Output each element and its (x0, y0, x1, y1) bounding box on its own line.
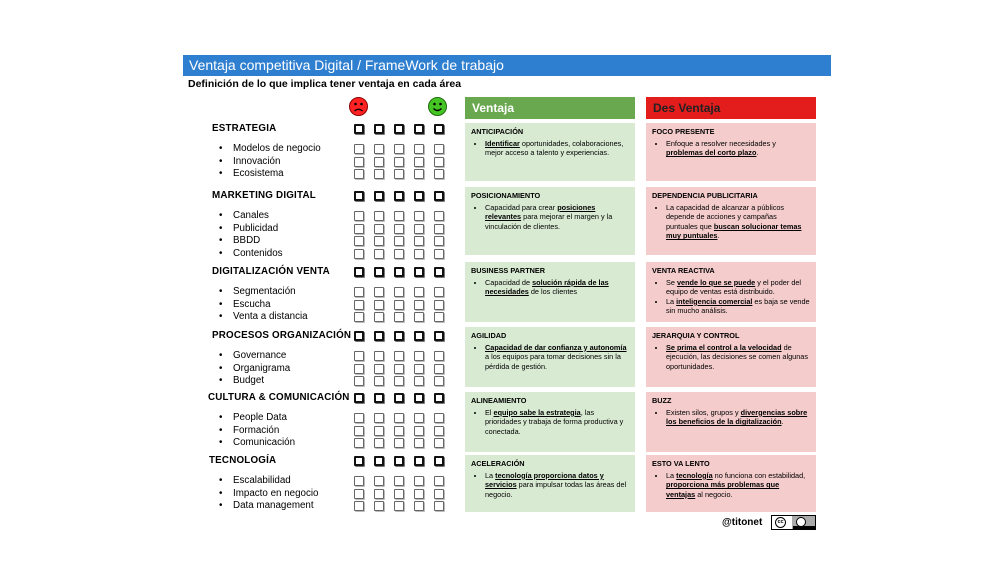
category-checkbox[interactable] (414, 331, 424, 341)
item-checkbox[interactable] (354, 249, 364, 259)
category-item-label: Budget (233, 375, 265, 387)
item-checkbox[interactable] (394, 157, 404, 167)
category-checkbox[interactable] (374, 456, 384, 466)
category-title: TECNOLOGÍA (209, 455, 277, 466)
ventaja-box (465, 455, 635, 512)
item-checkbox[interactable] (394, 501, 404, 511)
box-title: VENTA REACTIVA (652, 266, 715, 275)
item-checkbox[interactable] (374, 224, 384, 234)
category-checkbox[interactable] (354, 456, 364, 466)
category-checkbox[interactable] (394, 124, 404, 134)
highlight-text: vende lo que se puede (676, 277, 756, 287)
item-checkbox[interactable] (414, 438, 424, 448)
category-checkbox[interactable] (374, 393, 384, 403)
category-item-label: Ecosistema (233, 168, 284, 180)
item-checkbox[interactable] (354, 144, 364, 154)
box-title: FOCO PRESENTE (652, 127, 715, 136)
desventaja-box (646, 327, 816, 387)
happy-face-icon (428, 97, 447, 116)
category-item-label: Contenidos (233, 247, 283, 259)
category-item-label: Canales (233, 210, 269, 221)
item-checkbox[interactable] (434, 413, 444, 423)
item-checkbox[interactable] (414, 489, 424, 499)
item-checkbox[interactable] (394, 211, 404, 221)
highlight-text: solución rápida de las necesidades (485, 277, 609, 297)
box-bullet: • El equipo sabe la estrategia, las prioridades y trabaja de forma productiva y conectada. (485, 408, 629, 437)
box-bullet: • Capacidad de dar confianza y autonomía a los equipos para tomar decisiones sin la pérdida de gestión. (485, 343, 629, 372)
bullet: • (219, 424, 223, 436)
ventaja-box (465, 123, 635, 181)
box-title: ALINEAMIENTO (471, 396, 527, 405)
bullet: • (219, 247, 223, 259)
author-credit: @titonet (722, 517, 763, 528)
category-checkbox[interactable] (434, 191, 444, 201)
category-checkbox[interactable] (434, 331, 444, 341)
item-checkbox[interactable] (354, 413, 364, 423)
category-item-label: Modelos de negocio (233, 143, 321, 154)
page-subtitle: Definición de lo que implica tener ventaja en cada área (188, 78, 462, 90)
box-bullet: • Se prima el control a la velocidad de ejecución, las decisiones se comen algunas oportunidades. (666, 343, 810, 372)
category-checkbox[interactable] (414, 393, 424, 403)
category-item-label: Segmentación (233, 286, 296, 297)
item-checkbox[interactable] (394, 489, 404, 499)
item-checkbox[interactable] (354, 300, 364, 310)
category-item-label: Comunicación (233, 437, 296, 449)
item-checkbox[interactable] (414, 287, 424, 297)
item-checkbox[interactable] (374, 300, 384, 310)
desventaja-box (646, 123, 816, 181)
item-checkbox[interactable] (414, 144, 424, 154)
category-item-label: Governance (233, 350, 287, 361)
bullet: • (219, 350, 223, 361)
highlight-text: buscan solucionar temas muy puntuales (666, 221, 802, 241)
highlight-text: tecnología (676, 470, 713, 480)
item-checkbox[interactable] (374, 426, 384, 436)
category-checkbox[interactable] (354, 393, 364, 403)
item-checkbox[interactable] (394, 236, 404, 246)
box-bullet: • Identificar oportunidades, colaboraciones, mejor acceso a talento y experiencias. (485, 139, 629, 158)
category-item-label: Escucha (233, 298, 271, 310)
category-item-label: Innovación (233, 155, 281, 167)
box-bullets (652, 139, 810, 158)
bullet: • (219, 298, 223, 310)
box-bullets (652, 278, 810, 316)
item-checkbox[interactable] (394, 312, 404, 322)
item-checkbox[interactable] (354, 236, 364, 246)
item-checkbox[interactable] (354, 224, 364, 234)
item-checkbox[interactable] (394, 438, 404, 448)
ventaja-header: Ventaja (465, 97, 635, 119)
item-checkbox[interactable] (414, 169, 424, 179)
item-checkbox[interactable] (374, 501, 384, 511)
item-checkbox[interactable] (374, 489, 384, 499)
ventaja-box (465, 187, 635, 255)
box-title: BUZZ (652, 396, 672, 405)
category-checkbox[interactable] (354, 124, 364, 134)
item-checkbox[interactable] (414, 426, 424, 436)
bullet: • (219, 437, 223, 449)
box-bullet: • Capacidad para crear posiciones relevantes para mejorar el margen y la vinculación de clientes. (485, 203, 629, 232)
highlight-text: divergencias sobre los beneficios de la digitalización (666, 407, 808, 427)
category-item-label: Venta a distancia (233, 311, 308, 323)
box-bullets (652, 343, 810, 372)
category-item-label: BBDD (233, 235, 261, 247)
item-checkbox[interactable] (394, 300, 404, 310)
category-checkbox[interactable] (354, 267, 364, 277)
item-checkbox[interactable] (394, 476, 404, 486)
category-checkbox[interactable] (354, 191, 364, 201)
item-checkbox[interactable] (434, 211, 444, 221)
highlight-text: Capacidad de dar confianza y autonomía (485, 342, 627, 352)
item-checkbox[interactable] (354, 169, 364, 179)
item-checkbox[interactable] (374, 157, 384, 167)
item-checkbox[interactable] (434, 438, 444, 448)
category-checkbox[interactable] (374, 191, 384, 201)
item-checkbox[interactable] (434, 300, 444, 310)
bullet: • (219, 412, 223, 423)
item-checkbox[interactable] (434, 489, 444, 499)
item-checkbox[interactable] (434, 476, 444, 486)
box-bullets (471, 408, 629, 437)
item-checkbox[interactable] (354, 501, 364, 511)
item-checkbox[interactable] (394, 144, 404, 154)
sad-face-icon (349, 97, 368, 116)
item-checkbox[interactable] (354, 351, 364, 361)
category-item-label: Publicidad (233, 222, 279, 234)
item-checkbox[interactable] (374, 287, 384, 297)
box-bullet: • Capacidad de solución rápida de las necesidades de los clientes (485, 278, 629, 297)
category-title: PROCESOS ORGANIZACIÓN (212, 330, 352, 341)
highlight-text: inteligencia comercial (676, 296, 753, 306)
category-checkbox[interactable] (354, 331, 364, 341)
bullet: • (219, 311, 223, 323)
category-item-label: Escalabilidad (233, 475, 291, 486)
item-checkbox[interactable] (354, 211, 364, 221)
box-bullet: • Enfoque a resolver necesidades y problemas del corto plazo. (666, 139, 810, 158)
ventaja-box (465, 327, 635, 387)
highlight-text: problemas del corto plazo (666, 148, 757, 158)
category-checkbox[interactable] (394, 191, 404, 201)
item-checkbox[interactable] (374, 312, 384, 322)
box-bullet: • La tecnología proporciona datos y servicios para impulsar todas las áreas del negocio. (485, 471, 629, 500)
box-title: DEPENDENCIA PUBLICITARIA (652, 191, 758, 200)
box-bullets (471, 139, 629, 158)
highlight-text: posiciones relevantes (485, 202, 596, 222)
item-checkbox[interactable] (354, 157, 364, 167)
item-checkbox[interactable] (414, 351, 424, 361)
box-bullets (471, 278, 629, 297)
item-checkbox[interactable] (374, 476, 384, 486)
box-bullets (471, 343, 629, 372)
item-checkbox[interactable] (354, 476, 364, 486)
item-checkbox[interactable] (374, 364, 384, 374)
item-checkbox[interactable] (374, 144, 384, 154)
item-checkbox[interactable] (374, 413, 384, 423)
item-checkbox[interactable] (374, 351, 384, 361)
item-checkbox[interactable] (394, 376, 404, 386)
item-checkbox[interactable] (414, 236, 424, 246)
category-checkbox[interactable] (394, 267, 404, 277)
item-checkbox[interactable] (354, 489, 364, 499)
item-checkbox[interactable] (374, 211, 384, 221)
category-checkbox[interactable] (394, 393, 404, 403)
category-checkbox[interactable] (434, 456, 444, 466)
item-checkbox[interactable] (414, 364, 424, 374)
item-checkbox[interactable] (414, 312, 424, 322)
category-checkbox[interactable] (414, 267, 424, 277)
box-title: BUSINESS PARTNER (471, 266, 546, 275)
box-bullets (471, 471, 629, 500)
item-checkbox[interactable] (434, 364, 444, 374)
ventaja-box (465, 262, 635, 322)
desventaja-header: Des Ventaja (646, 97, 816, 119)
category-checkbox[interactable] (434, 267, 444, 277)
highlight-text: proporciona más problemas que ventajas (666, 480, 780, 499)
item-checkbox[interactable] (374, 249, 384, 259)
box-bullets (471, 203, 629, 232)
box-bullet: • La inteligencia comercial es baja se vende sin mucho análisis. (666, 297, 810, 316)
box-bullet: • Se vende lo que se puede y el poder del equipo de ventas está distribuido. (666, 278, 810, 297)
bullet: • (219, 143, 223, 154)
item-checkbox[interactable] (394, 351, 404, 361)
item-checkbox[interactable] (434, 351, 444, 361)
bullet: • (219, 286, 223, 297)
item-checkbox[interactable] (434, 157, 444, 167)
item-checkbox[interactable] (414, 376, 424, 386)
item-checkbox[interactable] (354, 312, 364, 322)
desventaja-box (646, 455, 816, 512)
box-title: ACELERACIÓN (471, 459, 525, 468)
item-checkbox[interactable] (394, 249, 404, 259)
desventaja-box (646, 187, 816, 255)
item-checkbox[interactable] (434, 249, 444, 259)
item-checkbox[interactable] (434, 236, 444, 246)
bullet: • (219, 500, 223, 512)
box-bullet: • Existen silos, grupos y divergencias sobre los beneficios de la digitalización. (666, 408, 810, 427)
item-checkbox[interactable] (414, 476, 424, 486)
category-title: CULTURA & COMUNICACIÓN (208, 392, 350, 403)
item-checkbox[interactable] (394, 364, 404, 374)
highlight-text: Se prima el control a la velocidad (666, 342, 782, 352)
item-checkbox[interactable] (354, 438, 364, 448)
item-checkbox[interactable] (434, 287, 444, 297)
item-checkbox[interactable] (434, 312, 444, 322)
item-checkbox[interactable] (414, 300, 424, 310)
item-checkbox[interactable] (394, 287, 404, 297)
item-checkbox[interactable] (414, 249, 424, 259)
category-item-label: Impacto en negocio (233, 487, 319, 499)
item-checkbox[interactable] (394, 169, 404, 179)
category-item-label: Formación (233, 424, 280, 436)
item-checkbox[interactable] (414, 501, 424, 511)
category-checkbox[interactable] (394, 456, 404, 466)
bullet: • (219, 155, 223, 167)
category-checkbox[interactable] (394, 331, 404, 341)
box-title: ESTO VA LENTO (652, 459, 710, 468)
item-checkbox[interactable] (394, 426, 404, 436)
item-checkbox[interactable] (394, 413, 404, 423)
highlight-text: equipo sabe la estrategia (493, 407, 581, 417)
item-checkbox[interactable] (354, 426, 364, 436)
category-title: ESTRATEGIA (212, 123, 277, 134)
bullet: • (219, 375, 223, 387)
bullet: • (219, 222, 223, 234)
category-checkbox[interactable] (434, 124, 444, 134)
item-checkbox[interactable] (354, 287, 364, 297)
item-checkbox[interactable] (414, 157, 424, 167)
category-item-label: Organigrama (233, 362, 291, 374)
item-checkbox[interactable] (434, 224, 444, 234)
box-bullet: • La capacidad de alcanzar a públicos depende de acciones y campañas puntuales que buscan solucionar temas muy puntuales. (666, 203, 810, 241)
bullet: • (219, 487, 223, 499)
item-checkbox[interactable] (374, 438, 384, 448)
box-bullet: • La tecnología no funciona con estabilidad, proporciona más problemas que ventajas al negocio. (666, 471, 810, 500)
page-title: Ventaja competitiva Digital / FrameWork de trabajo (183, 55, 831, 76)
item-checkbox[interactable] (434, 169, 444, 179)
item-checkbox[interactable] (394, 224, 404, 234)
box-bullets (652, 203, 810, 241)
box-title: AGILIDAD (471, 331, 507, 340)
box-title: JERARQUIA Y CONTROL (652, 331, 740, 340)
bullet: • (219, 235, 223, 247)
category-checkbox[interactable] (414, 456, 424, 466)
category-checkbox[interactable] (374, 267, 384, 277)
highlight-text: Identificar (485, 138, 520, 148)
desventaja-box (646, 262, 816, 322)
item-checkbox[interactable] (374, 236, 384, 246)
bullet: • (219, 168, 223, 180)
category-item-label: People Data (233, 412, 287, 423)
item-checkbox[interactable] (434, 426, 444, 436)
item-checkbox[interactable] (414, 224, 424, 234)
bullet: • (219, 475, 223, 486)
item-checkbox[interactable] (354, 376, 364, 386)
category-checkbox[interactable] (414, 191, 424, 201)
bullet: • (219, 362, 223, 374)
item-checkbox[interactable] (374, 169, 384, 179)
box-bullets (652, 471, 810, 500)
box-bullets (652, 408, 810, 427)
item-checkbox[interactable] (414, 413, 424, 423)
bullet: • (219, 210, 223, 221)
item-checkbox[interactable] (434, 376, 444, 386)
highlight-text: tecnología proporciona datos y servicios (485, 470, 604, 490)
category-title: DIGITALIZACIÓN VENTA (212, 266, 330, 277)
creative-commons-by-icon: cc (771, 515, 816, 530)
box-title: ANTICIPACIÓN (471, 127, 524, 136)
category-checkbox[interactable] (434, 393, 444, 403)
desventaja-box (646, 392, 816, 452)
item-checkbox[interactable] (434, 144, 444, 154)
item-checkbox[interactable] (354, 364, 364, 374)
box-title: POSICIONAMIENTO (471, 191, 541, 200)
category-checkbox[interactable] (374, 331, 384, 341)
item-checkbox[interactable] (434, 501, 444, 511)
item-checkbox[interactable] (414, 211, 424, 221)
ventaja-box (465, 392, 635, 452)
category-title: MARKETING DIGITAL (212, 190, 316, 201)
item-checkbox[interactable] (374, 376, 384, 386)
category-item-label: Data management (233, 500, 314, 512)
category-checkbox[interactable] (374, 124, 384, 134)
category-checkbox[interactable] (414, 124, 424, 134)
